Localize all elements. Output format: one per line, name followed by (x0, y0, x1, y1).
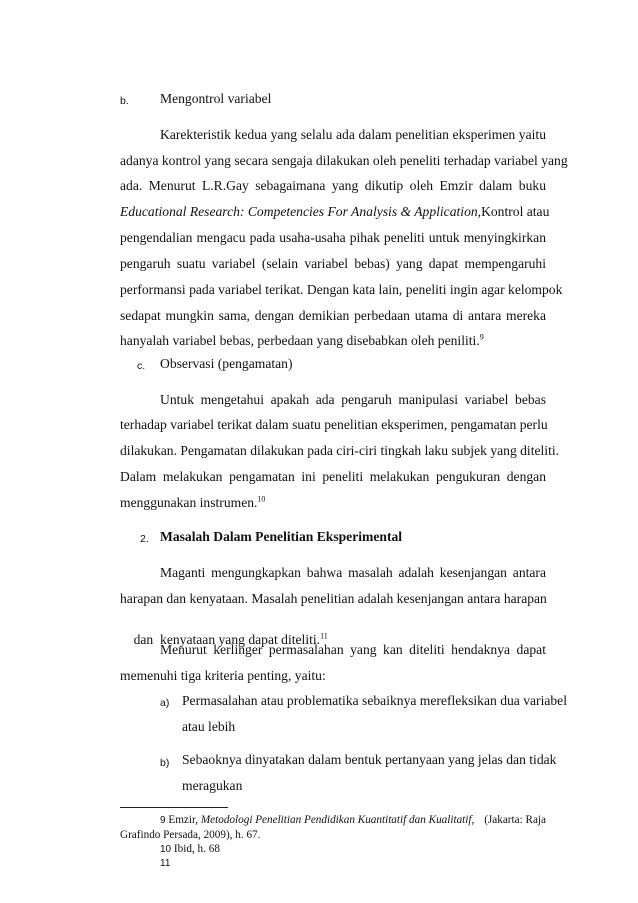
footnote-text: Ibid, h. 68 (173, 843, 220, 855)
paragraph-line (120, 333, 484, 349)
paragraph-line: performansi pada variabel terikat. Dengan kata lain, peneliti ingin agar kelompok (120, 282, 563, 297)
footnote-ref: 11 (320, 631, 328, 641)
footnote-9 (160, 814, 546, 826)
footnote-9-line (160, 814, 474, 826)
footnote-ref: 9 (479, 332, 484, 342)
paragraph-line: dilakukan. Pengamatan dilakukan pada ciri-ciri tingkah laku subjek yang diteliti. (120, 443, 560, 458)
footnote-author: Emzir, (168, 814, 199, 826)
paragraph-line-text: menggunakan instrumen. (120, 495, 258, 510)
paragraph-line: Maganti mengungkapkan bahwa masalah adalah kesenjangan antara (160, 565, 546, 580)
paragraph-line (120, 495, 265, 511)
paragraph-line-rest: Kontrol atau (481, 204, 550, 219)
paragraph-line: ada. Menurut L.R.Gay sebagaimana yang dikutip oleh Emzir dalam buku (120, 178, 546, 193)
paragraph-line: sedapat mungkin sama, dengan demikian perbedaan utama di antara mereka (120, 308, 546, 323)
section-c-title: Observasi (pengamatan) (160, 356, 293, 371)
footnote-9-continued: Grafindo Persada, 2009), h. 67. (120, 829, 261, 841)
list-marker-b2: b) (160, 757, 170, 769)
paragraph-line: harapan dan kenyataan. Masalah penelitian adalah kesenjangan antara harapan (120, 591, 547, 606)
paragraph-line-text: hanyalah variabel bebas, perbedaan yang disebabkan oleh peniliti. (120, 333, 480, 348)
footnote-10 (160, 843, 220, 855)
list-marker-c: c. (137, 360, 146, 372)
paragraph-line: Menurut kerlinger permasalahan yang kan diteliti hendaknya dapat (160, 642, 546, 657)
paragraph-line: Karekteristik kedua yang selalu ada dalam penelitian eksperimen yaitu (160, 127, 546, 142)
footnote-11: 11 (160, 858, 171, 869)
paragraph-line: pengaruh suatu variabel (selain variabel bebas) yang dapat mempengaruhi (120, 256, 546, 271)
list-marker-b: b. (120, 95, 129, 107)
paragraph-line (120, 204, 550, 220)
footnote-book-title: Metodologi Penelitian Pendidikan Kuantitatif dan Kualitatif, (200, 814, 475, 826)
paragraph-line: terhadap variabel terikat dalam suatu penelitian eksperimen, pengamatan perlu (120, 417, 548, 432)
section-2-heading: Masalah Dalam Penelitian Eksperimental (160, 529, 403, 544)
footnote-separator (120, 807, 228, 808)
paragraph-line: Dalam melakukan pengamatan ini peneliti melakukan pengukuran dengan (120, 469, 546, 484)
list-marker-2: 2. (140, 533, 149, 545)
paragraph-line: pengendalian mengacu pada usaha-usaha pihak peneliti untuk menyingkirkan (120, 230, 546, 245)
footnote-publisher: (Jakarta: Raja (484, 814, 546, 826)
section-b-title: Mengontrol variabel (160, 91, 272, 106)
list-item-line: atau lebih (182, 719, 236, 734)
footnote-number: 10 (160, 844, 172, 855)
list-item-line: meragukan (182, 778, 243, 793)
paragraph-line: memenuhi tiga kriteria penting, yaitu: (120, 668, 326, 683)
list-marker-a: a) (160, 697, 170, 709)
paragraph-line: adanya kontrol yang secara sengaja dilakukan oleh peneliti terhadap variabel yang (120, 153, 568, 168)
paragraph-line-text: dan kenyataan yang dapat diteliti. (133, 632, 321, 647)
footnote-ref: 10 (257, 494, 266, 504)
footnote-number: 9 (160, 815, 166, 826)
paragraph-line: Untuk mengetahui apakah ada pengaruh manipulasi variabel bebas (160, 392, 546, 407)
book-title: Educational Research: Competencies For Analysis & Application, (120, 204, 482, 219)
list-item-line: Permasalahan atau problematika sebaiknya merefleksikan dua variabel (182, 693, 567, 708)
list-item-line: Sebaoknya dinyatakan dalam bentuk pertanyaan yang jelas dan tidak (182, 752, 557, 767)
